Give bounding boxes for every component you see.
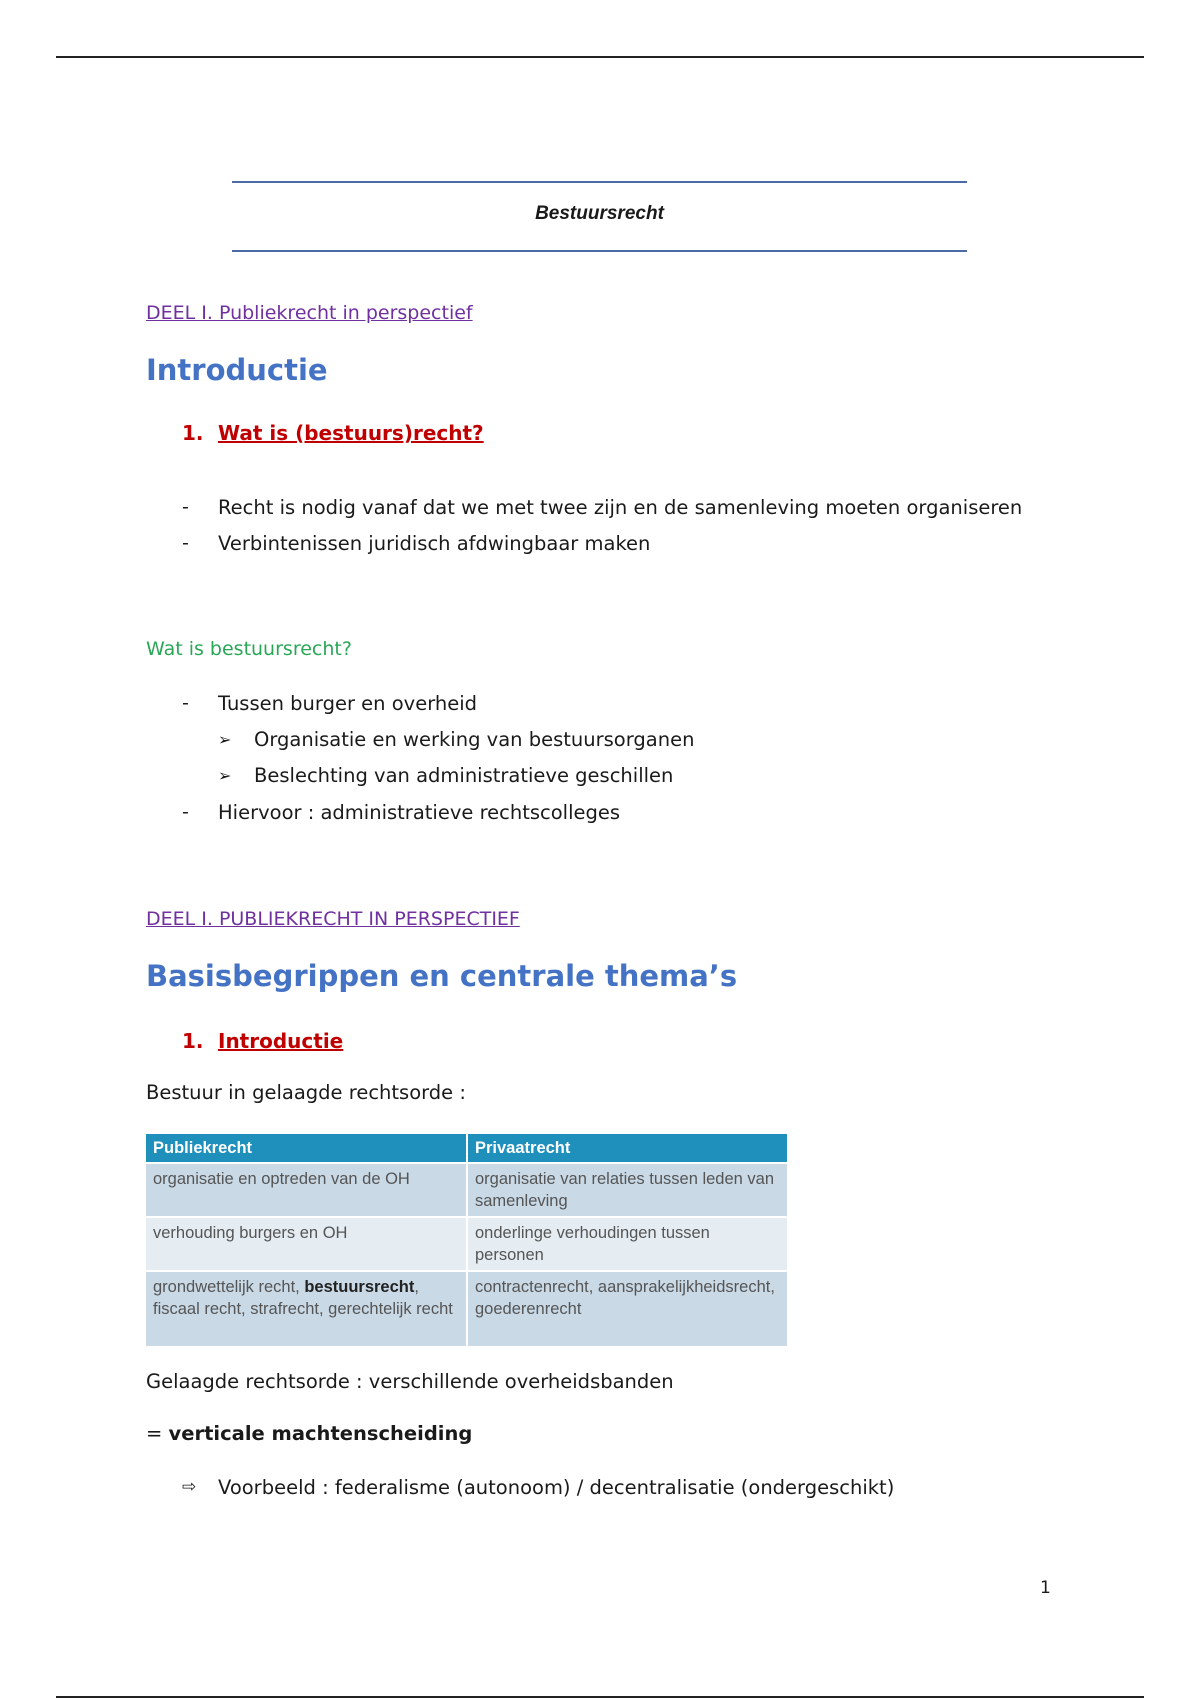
outline-arrow-icon: ⇨ <box>182 1477 197 1497</box>
bullet-text: Verbintenissen juridisch afdwingbaar maken <box>218 532 651 555</box>
list-item-text: Tussen burger en overheid <box>218 692 478 715</box>
table-cell: organisatie van relaties tussen leden van samenleving <box>467 1163 787 1217</box>
page-top-rule <box>56 56 1144 58</box>
subheading: Wat is bestuursrecht? <box>146 638 352 660</box>
page-number: 1 <box>1040 1578 1051 1598</box>
section-number: 1. <box>182 421 204 445</box>
intro-text: Bestuur in gelaagde rechtsorde : <box>146 1081 466 1104</box>
arrowhead-bullet-icon: ➢ <box>218 766 232 785</box>
column-header: Publiekrecht <box>146 1134 467 1163</box>
section-number: 1. <box>182 1029 204 1053</box>
chapter-heading-basisbegrippen: Basisbegrippen en centrale thema’s <box>146 959 738 993</box>
sub-list-item-text: Organisatie en werking van bestuursorganen <box>254 728 695 751</box>
bullet-item <box>0 532 1200 558</box>
dash-icon: - <box>182 692 189 714</box>
table-cell: onderlinge verhoudingen tussen personen <box>467 1217 787 1271</box>
cell-text: grondwettelijk recht, <box>153 1278 305 1296</box>
section-title: Introductie <box>218 1029 344 1053</box>
vertical-separation-line <box>146 1422 472 1445</box>
bullet-text: Recht is nodig vanaf dat we met twee zijn en de samenleving moeten organiseren <box>218 496 1023 519</box>
vertical-separation-term: verticale machtenscheiding <box>168 1422 473 1445</box>
section-heading-1 <box>182 421 582 447</box>
part-link-1[interactable]: DEEL I. Publiekrecht in perspectief <box>146 302 473 324</box>
section-title: Wat is (bestuurs)recht? <box>218 421 484 445</box>
sub-list-item-text: Beslechting van administratieve geschillen <box>254 764 674 787</box>
table-cell: verhouding burgers en OH <box>146 1217 467 1271</box>
part-link-2[interactable]: DEEL I. PUBLIEKRECHT IN PERSPECTIEF <box>146 908 520 930</box>
table-header-row <box>146 1134 787 1163</box>
section-heading-1 <box>182 1029 582 1055</box>
arrow-list-item <box>0 1476 1200 1502</box>
column-header: Privaatrecht <box>467 1134 787 1163</box>
sub-list-item <box>0 728 1200 754</box>
list-item-text: Hiervoor : administratieve rechtscolleges <box>218 801 621 824</box>
cell-text: , fiscaal recht, strafrecht, gerechtelijk recht <box>153 1278 453 1318</box>
comparison-table <box>146 1134 787 1346</box>
equals-prefix: = <box>146 1422 169 1445</box>
page-bottom-rule <box>56 1696 1144 1698</box>
bullet-item <box>0 496 1200 522</box>
list-item <box>0 692 1200 718</box>
cell-bold-text: bestuursrecht <box>304 1278 415 1296</box>
chapter-heading-introductie: Introductie <box>146 353 328 387</box>
document-title: Bestuursrecht <box>535 203 664 224</box>
title-rule-top <box>232 181 967 183</box>
table-cell: organisatie en optreden van de OH <box>146 1163 467 1217</box>
dash-icon: - <box>182 801 189 823</box>
dash-icon: - <box>182 532 189 554</box>
table-row <box>146 1271 787 1346</box>
table-cell <box>146 1271 467 1346</box>
layered-order-text: Gelaagde rechtsorde : verschillende overheidsbanden <box>146 1370 674 1393</box>
dash-icon: - <box>182 496 189 518</box>
list-item <box>0 801 1200 827</box>
example-text: Voorbeeld : federalisme (autonoom) / decentralisatie (ondergeschikt) <box>218 1476 895 1499</box>
arrowhead-bullet-icon: ➢ <box>218 730 232 749</box>
table-row <box>146 1217 787 1271</box>
title-rule-bottom <box>232 250 967 252</box>
sub-list-item <box>0 764 1200 790</box>
table-row <box>146 1163 787 1217</box>
table-cell: contractenrecht, aansprakelijkheidsrecht, goederenrecht <box>467 1271 787 1346</box>
